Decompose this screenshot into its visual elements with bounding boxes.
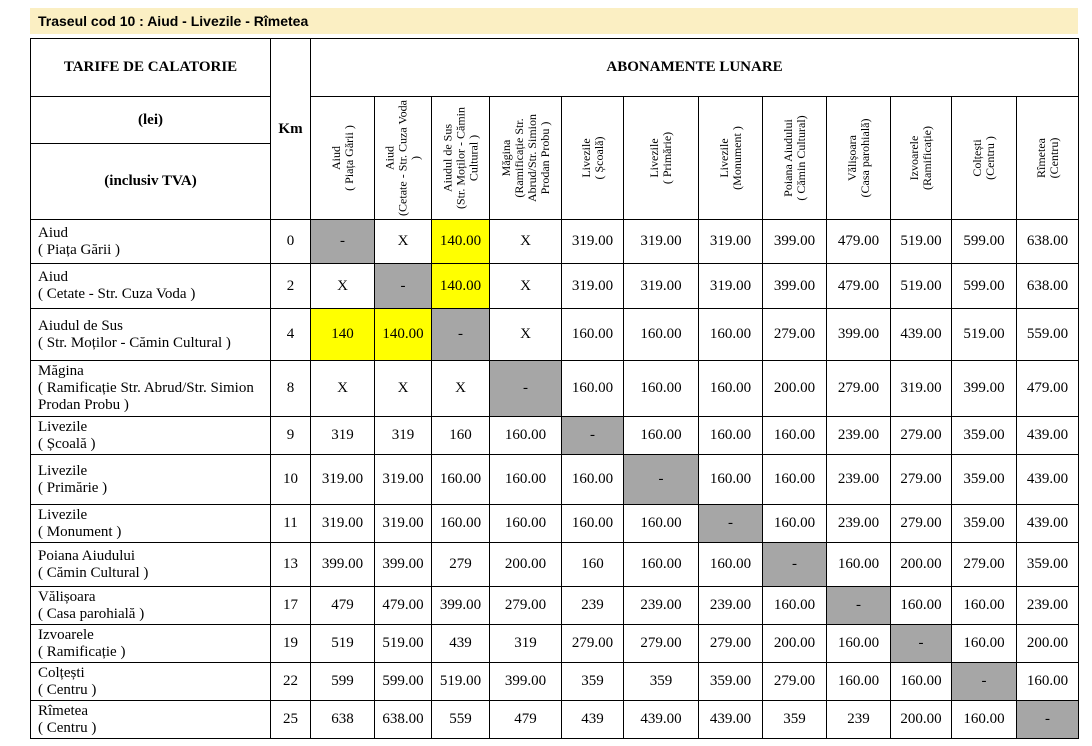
fare-cell: 319.00 xyxy=(624,264,699,309)
stop-header-line2: (Ramificație) xyxy=(920,126,934,190)
fare-cell: 160.00 xyxy=(763,505,827,543)
fare-cell: X xyxy=(490,264,562,309)
stop-name-line2: ( Cămin Cultural ) xyxy=(38,564,149,581)
row-km: 0 xyxy=(271,220,311,264)
fare-cell: 279.00 xyxy=(763,663,827,701)
stop-header-line2: (Ramificație Str. Abrud/Str. Simion Prodan Probu ) xyxy=(511,114,552,203)
row-km: 22 xyxy=(271,663,311,701)
fare-cell: - xyxy=(432,309,490,361)
stop-header-line1: Aiudul de Sus xyxy=(440,124,454,193)
fare-cell: 519.00 xyxy=(432,663,490,701)
fare-cell: 160.00 xyxy=(699,455,763,505)
fare-cell: 399.00 xyxy=(827,309,891,361)
stop-header xyxy=(624,97,699,220)
stop-header-line2: ( Cămin Cultural) xyxy=(793,115,808,201)
fare-cell: 279.00 xyxy=(624,625,699,663)
stop-header-line1: Izvoarele xyxy=(907,135,921,181)
stop-name-line1: Aiudul de Sus xyxy=(38,317,124,334)
stop-header-line2: ( Piața Gării ) xyxy=(341,125,356,191)
stop-header-line2: (Monument ) xyxy=(729,126,744,190)
stop-name-line2: ( Primărie ) xyxy=(38,479,108,496)
row-stop-name xyxy=(31,264,271,309)
fare-cell: 140.00 xyxy=(375,309,432,361)
stop-header xyxy=(1017,97,1079,220)
fare-cell: 239.00 xyxy=(827,455,891,505)
fare-cell: 160.00 xyxy=(699,361,763,417)
stop-header-line1: Livezile xyxy=(578,138,593,178)
stop-name-line1: Poiana Aiudului xyxy=(38,547,136,564)
lei-header: (lei) xyxy=(31,97,271,144)
fare-cell: 319.00 xyxy=(375,505,432,543)
fare-cell: 319.00 xyxy=(311,505,375,543)
row-stop-name xyxy=(31,455,271,505)
stop-header xyxy=(311,97,375,220)
stop-header-line2: (Centru ) xyxy=(983,136,997,180)
fare-cell: - xyxy=(562,417,624,455)
fare-cell: - xyxy=(699,505,763,543)
fare-cell: 279.00 xyxy=(891,417,952,455)
row-km: 25 xyxy=(271,701,311,739)
fare-cell: 319 xyxy=(375,417,432,455)
stop-header xyxy=(375,97,432,220)
fare-cell: 160.00 xyxy=(432,505,490,543)
fare-cell: 279.00 xyxy=(827,361,891,417)
row-stop-name xyxy=(31,625,271,663)
fare-cell: 160.00 xyxy=(562,361,624,417)
fare-cell: 399.00 xyxy=(763,264,827,309)
fare-cell: 519 xyxy=(311,625,375,663)
fare-cell: 599 xyxy=(311,663,375,701)
fare-cell: 439 xyxy=(562,701,624,739)
fare-cell: 319.00 xyxy=(562,220,624,264)
fare-cell: 359 xyxy=(562,663,624,701)
stop-header-line1: Rîmetea xyxy=(1033,138,1048,178)
row-stop-name xyxy=(31,309,271,361)
abonamente-header: ABONAMENTE LUNARE xyxy=(311,39,1079,97)
fare-cell: 599.00 xyxy=(952,264,1017,309)
stop-name-line2: ( Str. Moților - Cămin Cultural ) xyxy=(38,334,231,351)
stop-name-line1: Colțești xyxy=(38,664,85,681)
fare-cell: 160.00 xyxy=(490,417,562,455)
fare-cell: 359.00 xyxy=(952,455,1017,505)
stop-header-line2: (Centru) xyxy=(1046,137,1061,179)
fare-cell: 160 xyxy=(432,417,490,455)
table-row xyxy=(31,417,1079,455)
fare-cell: X xyxy=(432,361,490,417)
fare-cell: X xyxy=(311,264,375,309)
row-stop-name xyxy=(31,701,271,739)
fare-cell: 239.00 xyxy=(624,587,699,625)
fare-cell: 319.00 xyxy=(375,455,432,505)
fare-cell: 319.00 xyxy=(699,220,763,264)
stop-name-line2: ( Monument ) xyxy=(38,523,122,540)
fare-cell: 439 xyxy=(432,625,490,663)
fare-cell: 239.00 xyxy=(827,417,891,455)
table-row xyxy=(31,505,1079,543)
fare-cell: 200.00 xyxy=(763,361,827,417)
fare-cell: 160.00 xyxy=(624,417,699,455)
fare-cell: 319 xyxy=(490,625,562,663)
fare-cell: 160.00 xyxy=(763,417,827,455)
fare-cell: 479 xyxy=(311,587,375,625)
stop-header-line2: (Casa parohială) xyxy=(857,118,872,198)
fare-cell: 319.00 xyxy=(624,220,699,264)
fare-cell: 160.00 xyxy=(562,505,624,543)
fare-cell: 319.00 xyxy=(311,455,375,505)
fare-cell: 359 xyxy=(624,663,699,701)
stop-header xyxy=(763,97,827,220)
row-km: 10 xyxy=(271,455,311,505)
row-km: 19 xyxy=(271,625,311,663)
fare-cell: 160.00 xyxy=(490,455,562,505)
fare-cell: 140.00 xyxy=(432,264,490,309)
fare-cell: X xyxy=(490,220,562,264)
fare-cell: 200.00 xyxy=(763,625,827,663)
stop-name-line2: ( Centru ) xyxy=(38,719,97,736)
fare-cell: 359.00 xyxy=(952,505,1017,543)
stop-name-line1: Aiud xyxy=(38,224,68,241)
fare-cell: X xyxy=(311,361,375,417)
fare-cell: 399.00 xyxy=(952,361,1017,417)
fare-cell: 399.00 xyxy=(490,663,562,701)
fare-cell: 399.00 xyxy=(432,587,490,625)
fare-cell: 160.00 xyxy=(891,587,952,625)
fare-cell: 479 xyxy=(490,701,562,739)
stop-header-line2: ( Școală) xyxy=(591,136,606,180)
fare-cell: 160.00 xyxy=(490,505,562,543)
row-km: 17 xyxy=(271,587,311,625)
fare-cell: 140 xyxy=(311,309,375,361)
stop-header-line1: Vălișoara xyxy=(844,135,859,181)
fare-cell: 519.00 xyxy=(891,220,952,264)
fare-cell: 160.00 xyxy=(432,455,490,505)
fare-cell: 479.00 xyxy=(827,264,891,309)
fare-cell: 160.00 xyxy=(1017,663,1079,701)
stop-name-line1: Livezile xyxy=(38,462,88,479)
tariff-body xyxy=(31,220,1079,739)
table-row xyxy=(31,701,1079,739)
row-km: 13 xyxy=(271,543,311,587)
stop-header xyxy=(952,97,1017,220)
stop-name-line1: Vălișoara xyxy=(38,588,96,605)
fare-cell: 638.00 xyxy=(1017,220,1079,264)
fare-cell: 160.00 xyxy=(624,361,699,417)
row-km: 11 xyxy=(271,505,311,543)
fare-cell: 160.00 xyxy=(827,543,891,587)
stop-name-line1: Izvoarele xyxy=(38,626,94,643)
fare-cell: 359.00 xyxy=(1017,543,1079,587)
fare-cell: 279.00 xyxy=(562,625,624,663)
stop-header-line1: Colțești xyxy=(970,139,984,177)
fare-cell: 160.00 xyxy=(827,663,891,701)
row-km: 2 xyxy=(271,264,311,309)
tarife-header: TARIFE DE CALATORIE xyxy=(31,39,271,97)
fare-cell: 160.00 xyxy=(562,309,624,361)
fare-cell: 160.00 xyxy=(699,543,763,587)
stop-name-line1: Aiud xyxy=(38,269,68,285)
fare-cell: - xyxy=(490,361,562,417)
fare-cell: 638 xyxy=(311,701,375,739)
fare-cell: 399.00 xyxy=(375,543,432,587)
table-row xyxy=(31,361,1079,417)
stop-header xyxy=(699,97,763,220)
table-row xyxy=(31,625,1079,663)
stop-header xyxy=(432,97,490,220)
fare-cell: 638.00 xyxy=(375,701,432,739)
fare-cell: 140.00 xyxy=(432,220,490,264)
fare-cell: 359 xyxy=(763,701,827,739)
stop-name-line2: ( Casa parohială ) xyxy=(38,605,145,622)
stop-header-line2: (Cetate - Str. Cuza Voda ) xyxy=(395,100,423,216)
fare-cell: - xyxy=(827,587,891,625)
fare-cell: 279.00 xyxy=(763,309,827,361)
fare-cell: 399.00 xyxy=(763,220,827,264)
stop-header xyxy=(490,97,562,220)
fare-cell: 519.00 xyxy=(375,625,432,663)
row-stop-name xyxy=(31,417,271,455)
fare-cell: 160.00 xyxy=(952,625,1017,663)
fare-cell: 279.00 xyxy=(952,543,1017,587)
stop-name-line1: Livezile xyxy=(38,506,88,523)
fare-cell: X xyxy=(375,220,432,264)
fare-cell: - xyxy=(311,220,375,264)
fare-cell: 239 xyxy=(562,587,624,625)
row-stop-name xyxy=(31,663,271,701)
fare-cell: 519.00 xyxy=(891,264,952,309)
row-stop-name xyxy=(31,220,271,264)
fare-cell: 239.00 xyxy=(1017,587,1079,625)
table-row xyxy=(31,587,1079,625)
fare-cell: 160.00 xyxy=(763,587,827,625)
fare-cell: 279.00 xyxy=(699,625,763,663)
fare-cell: - xyxy=(891,625,952,663)
stop-header-line1: Aiud xyxy=(382,146,397,170)
fare-cell: 439.00 xyxy=(1017,455,1079,505)
fare-cell: 160.00 xyxy=(827,625,891,663)
fare-cell: 160.00 xyxy=(952,587,1017,625)
row-km: 8 xyxy=(271,361,311,417)
stop-header-line1: Livezile xyxy=(716,138,731,178)
row-stop-name xyxy=(31,361,271,417)
fare-cell: 239.00 xyxy=(699,587,763,625)
stop-header-line2: ( Primărie) xyxy=(660,131,674,185)
row-stop-name xyxy=(31,543,271,587)
fare-cell: 160.00 xyxy=(891,663,952,701)
stop-name-line2: ( Ramificație Str. Abrud/Str. Simion Prodan Probu ) xyxy=(38,380,254,413)
fare-cell: 160.00 xyxy=(562,455,624,505)
fare-cell: 279 xyxy=(432,543,490,587)
row-km: 9 xyxy=(271,417,311,455)
fare-cell: 359.00 xyxy=(952,417,1017,455)
fare-cell: 439.00 xyxy=(699,701,763,739)
stop-header-line1: Livezile xyxy=(647,138,661,178)
stop-name-line1: Rîmetea xyxy=(38,702,88,719)
fare-cell: 399.00 xyxy=(311,543,375,587)
row-stop-name xyxy=(31,587,271,625)
fare-cell: 638.00 xyxy=(1017,264,1079,309)
stop-header xyxy=(562,97,624,220)
km-header: Km xyxy=(271,39,311,220)
stop-name-line1: Livezile xyxy=(38,418,88,435)
fare-cell: 279.00 xyxy=(490,587,562,625)
fare-cell: 160.00 xyxy=(699,309,763,361)
fare-cell: 359.00 xyxy=(699,663,763,701)
table-row xyxy=(31,455,1079,505)
fare-cell: 279.00 xyxy=(891,505,952,543)
stop-header xyxy=(891,97,952,220)
fare-cell: 200.00 xyxy=(490,543,562,587)
tariff-table xyxy=(30,38,1079,739)
fare-cell: 439.00 xyxy=(1017,417,1079,455)
fare-cell: - xyxy=(375,264,432,309)
fare-cell: 319.00 xyxy=(891,361,952,417)
fare-cell: 200.00 xyxy=(891,701,952,739)
fare-cell: X xyxy=(490,309,562,361)
table-row xyxy=(31,309,1079,361)
fare-cell: 319 xyxy=(311,417,375,455)
stop-header-line1: Măgina xyxy=(498,139,513,177)
table-row xyxy=(31,543,1079,587)
fare-cell: 559 xyxy=(432,701,490,739)
fare-cell: 160.00 xyxy=(624,505,699,543)
stop-name-line2: ( Cetate - Str. Cuza Voda ) xyxy=(38,286,196,302)
fare-cell: 599.00 xyxy=(375,663,432,701)
fare-cell: 319.00 xyxy=(699,264,763,309)
row-km: 4 xyxy=(271,309,311,361)
fare-cell: 599.00 xyxy=(952,220,1017,264)
route-title: Traseul cod 10 : Aiud - Livezile - Rîmetea xyxy=(30,8,1078,34)
fare-cell: 279.00 xyxy=(891,455,952,505)
table-row xyxy=(31,220,1079,264)
fare-cell: 160.00 xyxy=(952,701,1017,739)
fare-cell: 160.00 xyxy=(624,309,699,361)
stop-header xyxy=(827,97,891,220)
table-row xyxy=(31,663,1079,701)
fare-cell: 200.00 xyxy=(891,543,952,587)
fare-cell: 160.00 xyxy=(699,417,763,455)
tva-header: (inclusiv TVA) xyxy=(31,144,271,220)
fare-cell: 319.00 xyxy=(562,264,624,309)
stop-header-line1: Poiana Aiudului xyxy=(780,119,795,197)
fare-cell: 439.00 xyxy=(1017,505,1079,543)
stop-name-line1: Măgina xyxy=(38,363,84,379)
fare-cell: - xyxy=(952,663,1017,701)
fare-cell: - xyxy=(624,455,699,505)
fare-cell: 559.00 xyxy=(1017,309,1079,361)
table-row xyxy=(31,264,1079,309)
fare-cell: 200.00 xyxy=(1017,625,1079,663)
fare-cell: 479.00 xyxy=(1017,361,1079,417)
stop-name-line2: ( Școală ) xyxy=(38,435,96,452)
fare-cell: 519.00 xyxy=(952,309,1017,361)
fare-cell: 479.00 xyxy=(375,587,432,625)
fare-cell: 239 xyxy=(827,701,891,739)
fare-cell: - xyxy=(1017,701,1079,739)
row-stop-name xyxy=(31,505,271,543)
fare-cell: 479.00 xyxy=(827,220,891,264)
stop-header-line1: Aiud xyxy=(328,146,343,170)
fare-cell: 439.00 xyxy=(891,309,952,361)
stop-name-line2: ( Ramificație ) xyxy=(38,643,126,660)
fare-cell: 439.00 xyxy=(624,701,699,739)
fare-cell: 160.00 xyxy=(763,455,827,505)
stop-name-line2: ( Piața Gării ) xyxy=(38,241,121,258)
fare-cell: X xyxy=(375,361,432,417)
fare-cell: - xyxy=(763,543,827,587)
stop-header-line2: (Str. Moților - Cămin Cultural ) xyxy=(453,107,480,209)
stop-name-line2: ( Centru ) xyxy=(38,681,97,698)
fare-cell: 160.00 xyxy=(624,543,699,587)
fare-cell: 160 xyxy=(562,543,624,587)
fare-cell: 239.00 xyxy=(827,505,891,543)
